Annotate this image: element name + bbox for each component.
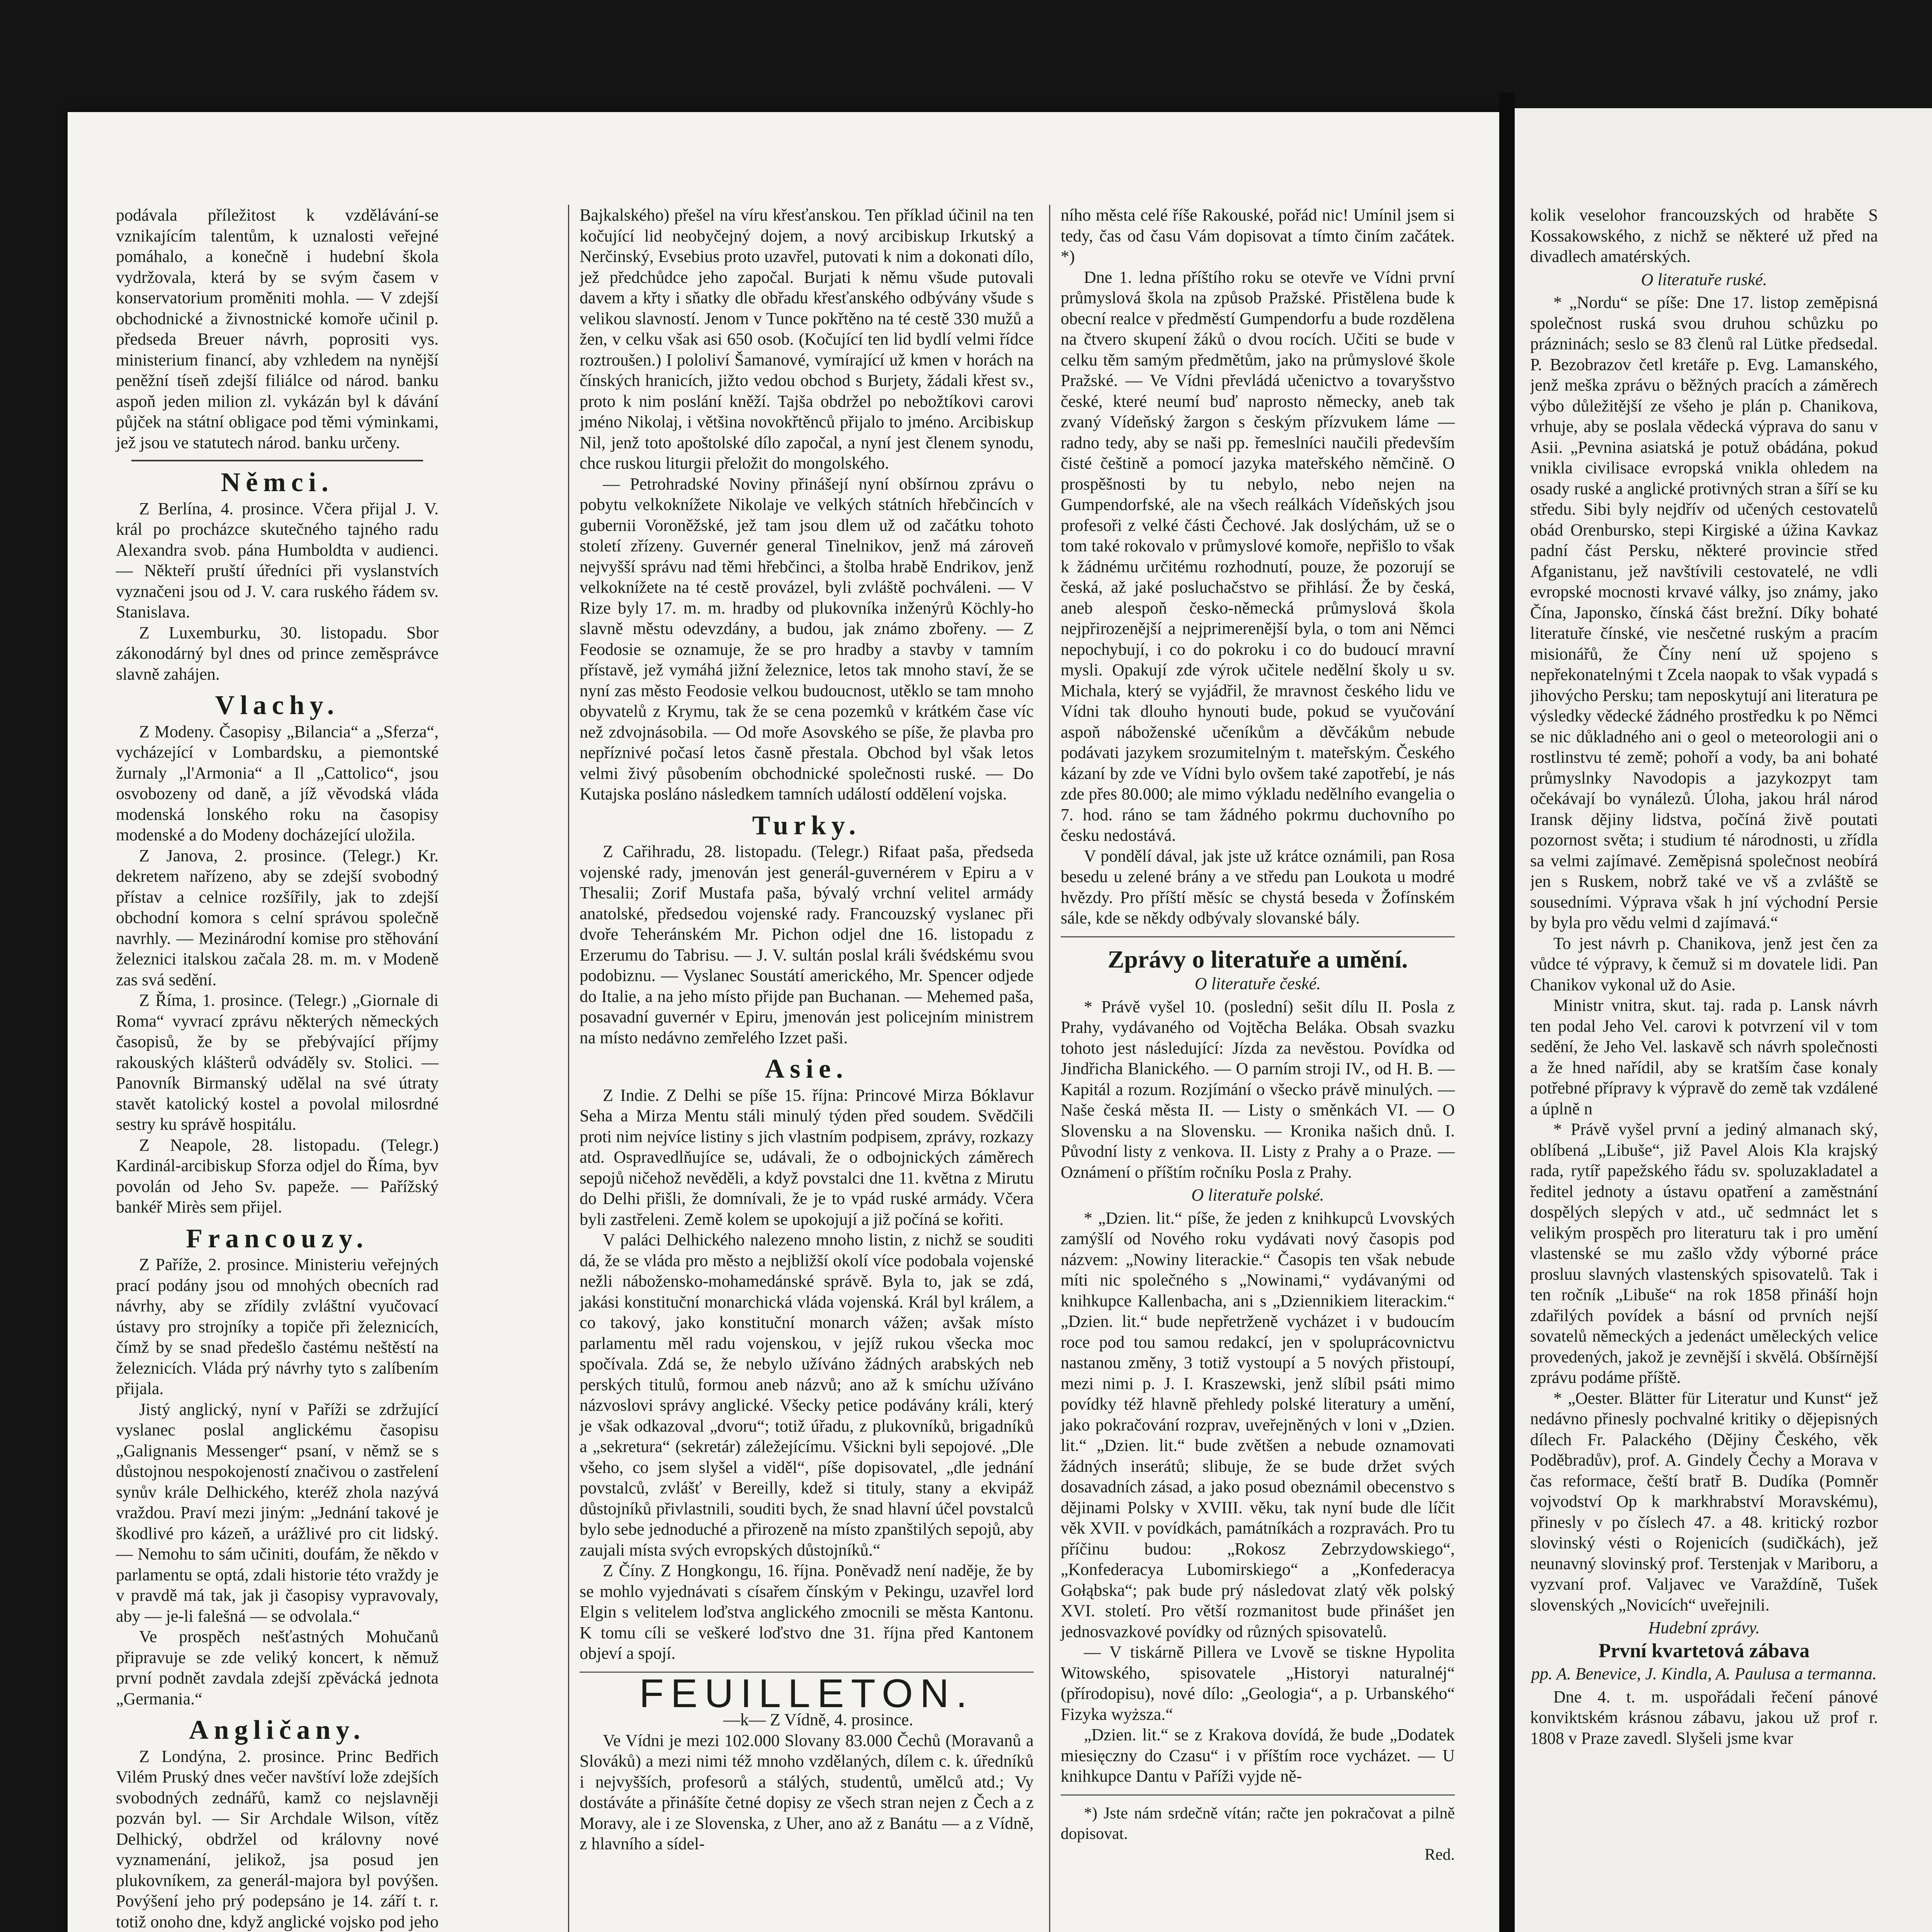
paragraph: V pondělí dával, jak jste už krátce oznámili, pan Rosa besedu u zelené brány a ve středu pan Loukota u modré hvězdy. Pro příští měsíc se chystá beseda v Žofínském sále, kde se někdy odbývaly slovanské bály. xyxy=(1061,846,1455,927)
divider xyxy=(1061,936,1455,937)
subheading-ruske: O literatuře ruské. xyxy=(1641,270,1767,289)
feuilleton-dateline: —k— Z Vídně, 4. prosince. xyxy=(723,1710,913,1729)
subheading-ceske: O literatuře české. xyxy=(1194,974,1321,993)
heading-kvartet: První kvartetová zábava xyxy=(1599,1639,1810,1662)
paragraph: Z Paříže, 2. prosince. Ministeriu veřejných prací podány jsou od mnohých obecních rad návrhy, aby se zřídily zvláštní vyučovací ústavy pro strojníky a topiče při železnicích, čímž by se snad předešlo častému neštěstí na železnicích. Vláda prý návrhy tyto s zalíbením přijala. xyxy=(116,1255,439,1398)
paragraph: Z Modeny. Časopisy „Bilancia“ a „Sferza“, vycházející v Lombardsku, a piemontské žurnaly „l'Armonia“ a Il „Cattolico“, jsou osvobozeny od daně, a jíž věvodská vláda modenská lonského roku na časopisy modenské a do Modeny docházející uložila. xyxy=(116,722,439,844)
paragraph: „Dzien. lit.“ se z Krakova dovídá, že bude „Dodatek miesięczny do Czasu“ i v příštím roce vycházet. — U knihkupce Dantu v Paříži vyjde ně- xyxy=(1061,1725,1455,1786)
paragraph: * Právě vyšel 10. (poslední) sešit dílu II. Posla z Prahy, vydávaného od Vojtěcha Beláka. Obsah svazku tohoto jest následující: Jízda za nevěstou. Povídka od Jindřicha Blanického. — O parním stroji IV., od H. B. — Kapitál a rozum. Rozjímání o všecko právě minulých. — Naše česká města II. — Listy o směnkách VI. — O Slovensku a na Slovensku. — Kronika našich dnů. I. Původní listy z venkova. II. Listy z Prahy a o Praze. — Oznámení o příštím ročníku Posla z Prahy. xyxy=(1061,997,1455,1182)
section-heading-zpravy: Zprávy o literatuře a umění. xyxy=(1107,945,1408,973)
paragraph: Ministr vnitra, skut. taj. rada p. Lansk návrh ten podal Jeho Vel. carovi k potvrzení vil v tom sedění, že Jeho Vel. laskavě sch návrh společnosti a že hned nařídil, aby se kratším čase konaly potřebné přípravy k výpravě do země tak vzdálené a úplně n xyxy=(1530,996,1878,1118)
paragraph: Ve Vídni je mezi 102.000 Slovany 83.000 Čechů (Moravanů a Slováků) a mezi nimi též mnoho vzdělaných, dílem c. k. úředníků i nejvyšších, profesorů a stálých, studentů, umělců atd.; Vy dostáváte a přinášíte četné dopisy ze všech stran nejen z Čech a z Moravy, ale i ze Slovenska, z Uher, ano až z Banátu — a z Vídně, z hlavního a sídel- xyxy=(580,1731,1034,1853)
paragraph: Z Indie. Z Delhi se píše 15. října: Princové Mirza Bóklavur Seha a Mirza Mentu stáli minulý týden před soudem. Svědčili proti nim nejvíce listiny s jich vlastním podpisem, zprávy, rozkazy atd. Ospravedlňujíce se, udávali, že o odbojnických záměrech sepojů ničehož nevěděli, a když povstalci dne 11. května z Mirutu do Delhi přišli, že domnívali, že je to vpád ruské armády. Včera byli zastřeleni. Země kolem se upokojují a již počíná se kořiti. xyxy=(580,1085,1034,1229)
section-heading-vlachy: Vlachy. xyxy=(215,690,340,720)
paragraph: Z Cařihradu, 28. listopadu. (Telegr.) Rifaat paša, předseda vojenské rady, jmenován jest generál-guvernérem v Epiru a v Thesalii; Zorif Mustafa paša, bývalý vrchní velitel armády anatolské, předsedou vojenské rady. Francouzský vyslanec při dvoře Teheránském Mr. Pichon odjel dne 16. listopadu z Erzerumu do Tabrisu. — J. V. sultán poslal králi švédskému svou podobiznu. — Vyslanec Soustátí amerického, Mr. Spencer odjede do Italie, a na jeho místo přijde pan Buchanan. — Mehemed paša, posavadní guvernér v Epiru, jmenován jest policejním ministrem na místo nedávno zemřelého Izzet paši. xyxy=(580,842,1034,1047)
paragraph: V paláci Delhického nalezeno mnoho listin, z nichž se souditi dá, že se vláda pro město a nejbližší okolí více podobala vojenské nežli nábožensko-mohamedánské správě. Byla to, jak se zdá, jakási konstituční monarchická vláda vojenská. Král byl králem, a co takový, jako konstituční monarch vážen; avšak místo parlamentu měl radu vojenskou, v jejíž rukou všecka moc spočívala. Zdá se, že nebylo užíváno žádných arabských neb perských titulů, formou aneb názvů; ano až k smíchu užíváno názvoslovi správy anglické. Všecky petice podávány králi, který je však odkazoval „dvoru“; totiž úřadu, z plukovníků, brigadníků a „sekretura“ (sekretár) záležejícímu. Všickni byli sepojové. „Dle všeho, co jsem slyšel a viděl“, píše dopisovatel, „dle jednání povstalců, zvlášť v Bereilly, kdež si tituly, stany a ekvipáž důstojníků přivlastnili, souditi bych, že snad hlavní účel povstalců bylo sebe jednoduché a přirozeně na místo zpanštilých sepojů, aby zaujali místa svých evropských důstojníků.“ xyxy=(580,1230,1034,1560)
column-4-next-page xyxy=(1530,205,1878,1932)
section-heading-francouzy: Francouzy. xyxy=(186,1223,369,1253)
divider xyxy=(131,460,423,461)
section-heading-nemci: Němci. xyxy=(221,468,334,497)
page-gutter xyxy=(1499,93,1515,1932)
paragraph: Z Říma, 1. prosince. (Telegr.) „Giornale di Roma“ vyvrací zprávu některých německých časopisů, že by se přebývající příjmy rakouských klášterů odváděly sv. Stolici. — Panovník Birmanský udělal na své útraty stavět katolický kostel a povolal milosrdné sestry ku správě hospitálu. xyxy=(116,991,439,1134)
feuilleton-heading: FEUILLETON. xyxy=(639,1671,974,1716)
paragraph: * „Nordu“ se píše: Dne 17. listop zeměpisná společnost ruská svou druhou schůzku po prázninách; seslo se 83 členů ral Lütke předsedal. P. Bezobrazov četl kretáře p. Evg. Lamanského, jenž meška zprávu o běžných pracích a záměrech výbo důležitější ze všeho je plán p. Chanikova, vrhuje, aby se poslala vědecká výprava do sanu v Asii. „Pevnina asiatská je potuž obádána, pokud vnikla civilisace evropská vnikla ohledem na osady ruské a anglické protivných stran a šíří se ku středu. Sibi byly nejdřív od učených cestovatelů obád Orenbursko, stepi Kirgiské a úžina Kavkaz padní část Persku, některé provincie střed Afganistanu, jež navštívili cestovatelé, ne vdli evropské mocnosti krvavé války, jso známy, jako Čína, Japonsko, čínská část brežní. Díky bohaté literatuře čínské, vie nesčetné ruským a pracím misionářů, že Číny není už spojeno s nepřekonatelnými t Zcela naopak to však vypadá s jihovýcho Persku; tam neposkytují ani literatura pe výsledky vědecké žádného prostředku k po Němci se nic důkladného ani o geol o meteorologii ani o rostlinstvu té země; pohoří a vody, ba ani bohaté průmyslnky Navodopis a jazykozpyt tam očekávají bo vynálezů. Úloha, jakou hrál národ Iransk dějiny lidstva, počíná živě poutati pozornost světa; i studium té národnosti, u zřídla sa velmi zajímavé. Zeměpisná společnost neobírá jen s Ruskem, nobrž také ve vš a zvláště se sousedními. Výprava však h jní východní Persie by byla pro vědu velmi d zajímavá.“ xyxy=(1530,293,1878,932)
paragraph: — V tiskárně Pillera ve Lvově se tiskne Hypolita Witowského, spisovatele „Historyi naturalnéj“ (přírodopisu), nové dílo: „Geologia“, a p. Urbanského“ Fizyka wyższa.“ xyxy=(1061,1643,1455,1724)
footnote-signature: Red. xyxy=(1424,1845,1455,1864)
paragraph: podávala příležitost k vzdělávání-se vznikajícím talentům, k uznalosti veřejné pomáhalo, a konečně i hudební škola vydržovala, která by se svým časem v konservatorium proměniti mohla. — V zdejší obchodnické a živnostnické komoře učinil p. předseda Breuer návrh, poprositi vys. ministerium financí, aby vzhledem na nynější peněžní tíseň zdejší filiálce od národ. banku aspoň jeden milion zl. vykázán byl k dávání půjček na státní obligace pod těmi výminkami, jež jsou ve statutech národ. banku určeny. xyxy=(116,206,439,452)
column-rule xyxy=(1049,205,1050,1932)
paragraph: Z Číny. Z Hongkongu, 16. října. Poněvadž není naděje, že by se mohlo vyjednávati s císařem čínským v Pekingu, uzavřel lord Elgin s velitelem loďstva anglického zmocnili se města Kantonu. K tomu cíli se veškeré loďstvo dne 31. října před Kantonem objeví a spojí. xyxy=(580,1561,1034,1663)
column-2 xyxy=(580,205,1034,1854)
subheading-hudebni: Hudební zprávy. xyxy=(1648,1618,1760,1637)
paragraph: — Petrohradské Noviny přinášejí nyní obšírnou zprávu o pobytu velkoknížete Nikolaje ve velkých státních hřebčincích v gubernii Voroněžské, jež tam jsou dlem už od začátku tohoto století zřízeny. Guvernér general Tinelnikov, jenž má zároveň nejvyšší správu nad těmi hřebčinci, a štolba hrabě Endrikov, jenž velkoknížete na té cestě provázel, byli zvláště pochváleni. — V Rize byly 17. m. m. hradby od plukovníka inženýrů Köchly-ho slavně městu odevzdány, a budou, jak známo zbořeny. — Z Feodosie se oznamuje, že se pro hradby a stavby v tamním přístavě, jež vymáhá jižní železnice, letos tak mnoho staví, že se nyní zas město Feodosie velkou budoucnost, utěklo se tam mnoho obyvatelů z Krymu, tak že se cena pozemků v krátkém čase víc než zdvojnásobila. — Od moře Asovského se píše, že plavba pro nepříznivé počasí letos časně přestala. Obchod byl však letos velmi živý působením obchodnické společnosti ruské. — Do Kutajska posláno následkem tamních událostí oddělení vojska. xyxy=(580,474,1034,803)
paragraph: kolik veselohor francouzských od hraběte S Kossakowského, z nichž se některé už před na divadlech amatérských. xyxy=(1530,206,1878,266)
column-3 xyxy=(1061,205,1455,1865)
footnote-rule xyxy=(1061,1794,1455,1796)
paragraph: ního města celé říše Rakouské, pořád nic! Umínil jsem si tedy, čas od času Vám dopisovat a tímto činím začátek. *) xyxy=(1061,206,1455,266)
paragraph: Dne 1. ledna příštího roku se otevře ve Vídni první průmyslová škola na způsob Pražské. Přistělena bude k obecní realce v předměstí Gumpendorfu a bude rozdělena na čtvero skupení žáků o dvou rocích. Učiti se bude v celku těm samým předmětům, jako na průmyslové škole Pražské. — Ve Vídni převládá učenictvo a tovaryšstvo české, které neumí buď naprosto německy, aneb tak zvaný Vídeňský žargon s českým přízvukem láme — radno tedy, aby se naši pp. řemeslníci naučili především čisté češtině a pomocí jazyka mateřského němčině. O prospěšnosti by tu nebylo, nebo nejen na Gumpendorfské, ale na všech reálkách Vídeňských jsou profesoři z velké části Čechové. Jak doslýchám, už se o tom také rokovalo v průmyslové komoře, nepřišlo to však k žádnému určitému rozhodnutí, pouze, že pozorují se česká, až jaké posluchačstvo se přihlásí. Že by česká, aneb alespoň česko-německá průmyslová škola nejpřirozenější a nejprimerenější byla, o tom ani Němci nepochybují, i co do pokroku i co do budoucí mravní mysli. Opakují zde výrok učitele nedělní školy u sv. Michala, který se vyjádřil, že mravnost českého lidu ve Vídni tak dlouho hynouti bude, pokud se vyučování aspoň náboženské učeníkům a děvčákům nebude podávati jazykem srozumitelným t. mateřským. Českého kázaní by zde ve Vídni bylo ovšem také zapotřebí, je nás zde přes 80.000; ale mimo výkladu nedělního evangelia o 7. hod. ráno se tam žádného pokrmu duchovního po česku nedostává. xyxy=(1061,267,1455,845)
paragraph: * Právě vyšel první a jediný almanach ský, oblíbená „Libuše“, již Pavel Alois Kla krajský rada, rytíř papežského řádu sv. spoluzakladatel a ředitel jednoty a ústavu opatření a zaměstnání dospělých slepých v atd., uč sedmnáct let s velikým prospěch pro literaturu tak i pro umění vlastenské se mu zašlo vždy výborné práce prosluu slavných vlastenských spisovatelů. Tak i ten ročník „Libuše“ na rok 1858 přináší hojn zdařilých povídek a básní od prvních nejší sovatelů německých a jedenáct uměleckých velice provedených, jakož je zevnější i skvělá. Obšírnější zprávu podáme příště. xyxy=(1530,1120,1878,1387)
column-1 xyxy=(116,205,439,1932)
paragraph: Z Neapole, 28. listopadu. (Telegr.) Kardinál-arcibiskup Sforza odjel do Říma, byv povolán od Jeho Sv. papeže. — Pařížský bankéř Mirès sem přijel. xyxy=(116,1135,439,1216)
paragraph: Z Janova, 2. prosince. (Telegr.) Kr. dekretem nařízeno, aby se zdejší svobodný přístav a celnice rozšířily, jak to zdejší obchodní komora s celní správou společně navrhly. — Mezinárodní komise pro stěhování železnici italskou začala 28. m. m. v Modeně zas svá sedění. xyxy=(116,846,439,989)
footnote: *) Jste nám srdečně vítán; račte jen pokračovat a pilně dopisovat. xyxy=(1061,1804,1455,1843)
section-heading-anglicany: Angličany. xyxy=(189,1715,366,1745)
paragraph: * „Oester. Blätter für Literatur und Kunst“ jež nedávno přinesly pochvalné kritiky o dějepisných dílech Fr. Palackého (Dějiny Českého, věk Poděbradův), prof. A. Gindely Čechy a Morava v čas reformace, čeští bratř B. Dudíka (Pomněr vojvodství Op k markhrabství Moravskému), přinesly v po číslech 47. a 48. kritický rozbor slovinský vésti o Rojenicích (sudičkách), jež neunavný slovinský prof. Terstenjak v Mariboru, a vyzvaní prof. Valjavec ve Varaždíně, Tušek slovenských „Novicích“ uveřejnili. xyxy=(1530,1388,1878,1614)
paragraph: Dne 4. t. m. uspořádali řečení pánové konviktském krásnou zábavu, jakou už prof r. 1808 v Praze zavedl. Slyšeli jsme kvar xyxy=(1530,1687,1878,1748)
paragraph: Bajkalského) přešel na víru křesťanskou. Ten příklad účinil na ten kočující lid neobyčejný dojem, a nový arcibiskup Irkutský a Nerčinský, Evsebius proto uzavřel, putovati k nim a dokonati dílo, jež předchůdce jeho započal. Burjati k němu všude putovali davem a křty i sňatky dle obřadu křesťanského odbývány všude s velikou slavností. Jenom v Tunce pokřtěno na té cestě 330 mužů a žen, v celku však asi 650 osob. (Kočující ten lid bydlí velmi řídce roztroušen.) I pololiví Šamanové, vymírající už kmen v horách na čínských hranicích, jižto vedou obchod s Burjety, žádali křest sv., proto k nim poslání kněží. Tajša obdržel po nebožtíkovi carovi jméno Nikolaj, i většina novokřtěnců přijalo to jméno. Arcibiskup Nil, jenž toto apoštolské dílo započal, a nyní jest členem synodu, chce ruskou liturgii přeložit do mongolského. xyxy=(580,206,1034,473)
column-rule xyxy=(568,205,569,1932)
paragraph: Z Londýna, 2. prosince. Princ Bedřich Vilém Pruský dnes večer navštíví lože zdejších svobodných zednářů, kamž co nejslavněji pozván byl. — Sir Archdale Wilson, vítěz Delhický, obdržel od královny nové vyznamenání, jelikož, jsa posud jen plukovníkem, za generál-majora byl povýšen. Povýšení jeho prý podepsáno je 14. září t. r. totiž onoho dne, když anglické vojsko pod jeho xyxy=(116,1747,439,1931)
paragraph: Jistý anglický, nyní v Paříži se zdržující vyslanec poslal anglickému časopisu „Galignanis Messenger“ psaní, v němž se s důstojnou nespokojeností značivou o zastřelení synův krále Delhického, kteréž zhola nazývá vraždou. Praví mezi jiným: „Jednání takové je škodlivé pro kázeň, a urážlivé pro cit lidský. — Nemohu to sám učiniti, doufám, že někdo v parlamentu se optá, zdali historie této vraždy je v pravdě má tak, jak ji časopisy vypravovaly, aby — je-li falešná — se odvolala.“ xyxy=(116,1400,439,1626)
paragraph: * „Dzien. lit.“ píše, že jeden z knihkupců Lvovských zamýšlí od Nového roku vydávati nový časopis pod názvem: „Nowiny literackie.“ Časopis ten však nebude míti nic společného s „Nowinami,“ vydávanými od knihkupce Kallenbacha, ani s „Dziennikiem literackim.“ „Dzien. lit.“ bude nepřetrženě vycházet i v budoucím roce pod tou samou redakcí, jen v spoluprácovnictvu nastanou změny, 3 totiž vystoupí a 5 nových přistoupí, mezi nimi p. J. I. Kraszewski, jenž slíbil psáti mimo povídky též hlavně přehledy polské literatury a umění, jako pokračování rozprav, uveřejněných v loni v „Dzien. lit.“ „Dzien. lit.“ bude zvětšen a nebude oznamovati žádných inserátů; slibuje, že se bude držet svých dosavadních zásad, a jako posud obeznámil obecenstvo s dějinami Polsky v XVIII. věku, tak nyní bude dle líčit věk XVII. v povídkách, památníkách a rozpravách. Pro tu příčinu budou: „Rokosz Zebrzydowskiego“, „Konfederacya Lubomirskiego“ a „Konfederacya Gołąbska“; pak bude prý následovat zlatý věk polský XVI. století. Pro větší rozmanitost bude přinášet jen jednosvazkové povídky od různých spisovatelů. xyxy=(1061,1208,1455,1641)
section-heading-turky: Turky. xyxy=(752,810,861,840)
section-heading-asie: Asie. xyxy=(765,1054,849,1084)
paragraph: Ve prospěch nešťastných Mohučanů připravuje se zde veliký koncert, k němuž první podnět zavdala zdejší zpěvácká jednota „Germania.“ xyxy=(116,1627,439,1708)
paragraph: Z Luxemburku, 30. listopadu. Sbor zákonodárný byl dnes od prince zeměsprávce slavně zahájen. xyxy=(116,623,439,684)
paragraph: Z Berlína, 4. prosince. Včera přijal J. V. král po procházce skutečného tajného radu Alexandra svob. pána Humboldta v audienci. — Někteří pruští úředníci při vyslanstvích vyznačeni jsou od J. V. cara ruského řádem sv. Stanislava. xyxy=(116,499,439,621)
subheading-kvartet: pp. A. Benevice, J. Kindla, A. Paulusa a termanna. xyxy=(1531,1664,1877,1683)
subheading-polske: O literatuře polské. xyxy=(1191,1185,1324,1204)
paragraph: To jest návrh p. Chanikova, jenž jest čen za vůdce té výpravy, k čemuž si m dovatele lidi. Pan Chanikov vykonal už do Asie. xyxy=(1530,934,1878,994)
